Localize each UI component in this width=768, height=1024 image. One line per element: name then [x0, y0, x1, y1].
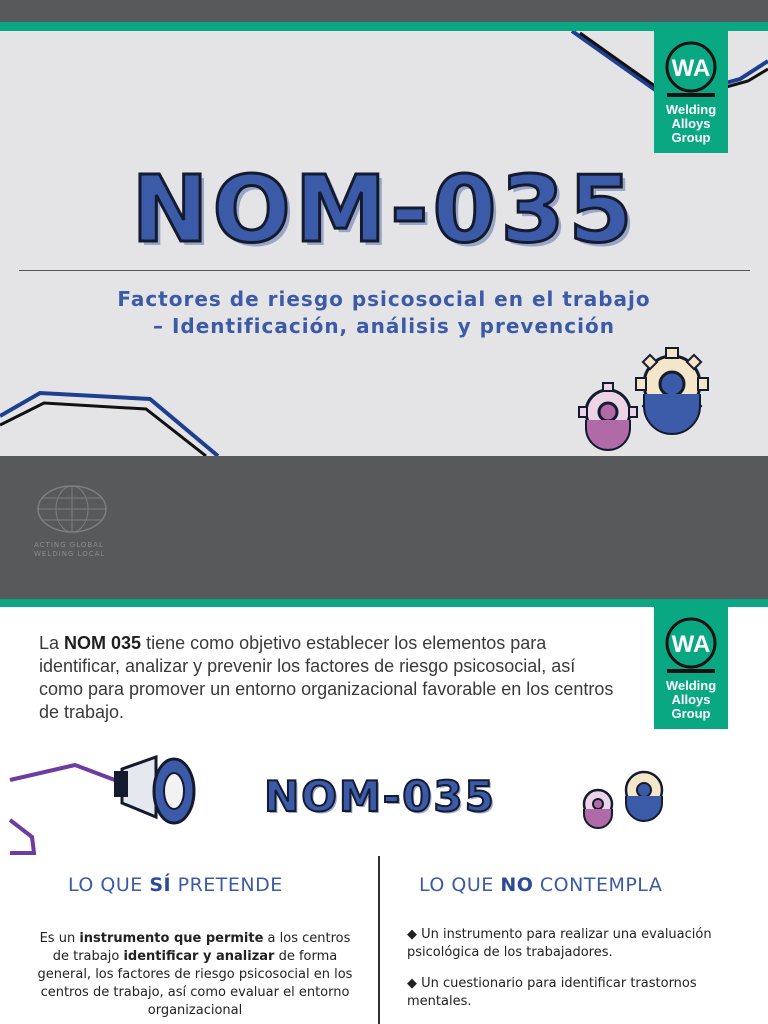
logo-text: Welding Alloys Group: [665, 102, 717, 145]
heading-left-b: SÍ: [149, 874, 172, 896]
heading-left-c: PRETENDE: [171, 874, 283, 896]
left-text-1: Es un: [39, 931, 80, 946]
intro-bold: NOM 035: [64, 633, 142, 653]
left-text-3: a los centros de trabajo: [52, 931, 351, 964]
bottom-accent-stripe: [0, 599, 768, 607]
company-logo-2: [654, 607, 728, 729]
section-title: NOM-035: [264, 772, 496, 821]
top-bar: [0, 0, 768, 22]
megaphone-icon: [114, 757, 194, 823]
list-item: ◆ Un cuestionario para identificar trastornos mentales.: [407, 976, 697, 1009]
company-logo: [654, 31, 728, 153]
list-item: ◆ Un instrumento para realizar una evaluación psicológica de los trabajadores.: [407, 927, 712, 960]
left-text-2: instrumento que permite: [79, 931, 264, 946]
megaphone-illustration: [0, 745, 230, 855]
hero-subtitle-line2: – Identificación, análisis y prevención: [153, 314, 615, 338]
left-column-text: [30, 930, 360, 1020]
logo-text: Welding Alloys Group: [665, 678, 717, 721]
wa-logo-icon: [661, 39, 721, 99]
gears-small-icon: [574, 766, 684, 830]
dark-band: [0, 456, 768, 599]
svg-text:WA: WA: [671, 55, 711, 82]
hero-title: NOM-035: [131, 156, 637, 263]
column-divider: [378, 856, 380, 1024]
intro-rest: tiene como objetivo establecer los elementos para identificar, analizar y prevenir los factores de riesgo psicosocial, así como para promover un entorno organizacional favorable en los centros de trabajo.: [39, 633, 614, 722]
left-text-5: de forma general, los factores de riesgo psicosocial en los centros de trabajo, así como evaluar el entorno organizacional: [37, 949, 353, 1018]
heading-left-a: LO QUE: [68, 874, 150, 896]
heading-right-b: NO: [500, 874, 534, 896]
globe-tagline: ACTING GLOBAL WELDING LOCAL: [34, 541, 106, 558]
svg-text:WA: WA: [671, 631, 711, 658]
intro-paragraph: [39, 632, 619, 724]
hero-subtitle: [0, 286, 768, 340]
intro-prefix: La: [39, 633, 65, 653]
heading-right-a: LO QUE: [419, 874, 501, 896]
hero-subtitle-line1: Factores de riesgo psicosocial en el trabajo: [117, 287, 651, 311]
gears-icon: [579, 348, 708, 450]
globe-icon: [34, 484, 110, 534]
right-column-list: [407, 926, 747, 1024]
left-text-4: identificar y analizar: [123, 949, 275, 964]
globe-badge: [34, 484, 112, 559]
top-accent-stripe: [0, 22, 768, 31]
heading-right-c: CONTEMPLA: [533, 874, 663, 896]
left-column-heading: [68, 874, 283, 896]
right-column-heading: [419, 874, 662, 896]
hero-divider: [19, 270, 750, 271]
wa-logo-icon: [661, 615, 721, 675]
